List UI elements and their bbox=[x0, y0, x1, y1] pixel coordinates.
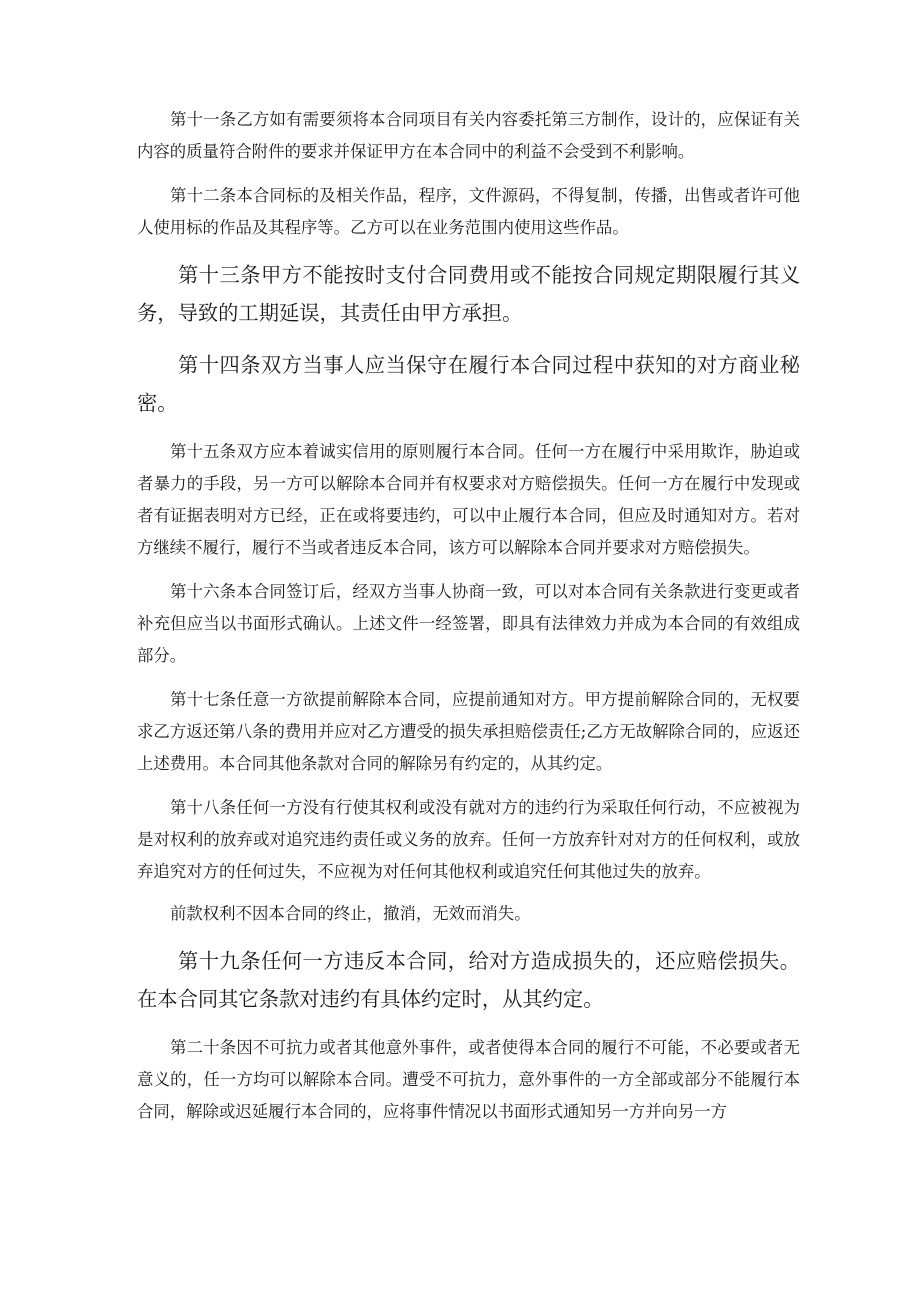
article-18-continuation-paragraph: 前款权利不因本合同的终止，撤消，无效而消失。 bbox=[170, 904, 531, 923]
article-14-paragraph: 第十四条双方当事人应当保守在履行本合同过程中获知的对方商业秘密。 bbox=[137, 353, 800, 415]
article-19-paragraph: 第十九条任何一方违反本合同，给对方造成损失的，还应赔偿损失。在本合同其它条款对违约有具体约定时，从其约定。 bbox=[137, 949, 800, 1011]
article-16-paragraph: 第十六条本合同签订后，经双方当事人协商一致，可以对本合同有关条款进行变更或者补充但应当以书面形式确认。上述文件一经签署，即具有法律效力并成为本合同的有效组成部分。 bbox=[137, 582, 800, 665]
article-17-paragraph: 第十七条任意一方欲提前解除本合同，应提前通知对方。甲方提前解除合同的，无权要求乙方返还第八条的费用并应对乙方遭受的损失承担赔偿责任;乙方无故解除合同的，应返还上述费用。本合同其他条款对合同的解除另有约定的，从其约定。 bbox=[137, 690, 800, 773]
article-15-paragraph: 第十五条双方应本着诚实信用的原则履行本合同。任何一方在履行中采用欺诈，胁迫或者暴力的手段，另一方可以解除本合同并有权要求对方赔偿损失。任何一方在履行中发现或者有证据表明对方已经，正在或将要违约，可以中止履行本合同，但应及时通知对方。若对方继续不履行，履行不当或者违反本合同，该方可以解除本合同并要求对方赔偿损失。 bbox=[137, 442, 800, 557]
article-18-paragraph: 第十八条任何一方没有行使其权利或没有就对方的违约行为采取任何行动，不应被视为是对权利的放弃或对追究违约责任或义务的放弃。任何一方放弃针对对方的任何权利，或放弃追究对方的任何过失，不应视为对任何其他权利或追究任何其他过失的放弃。 bbox=[137, 798, 800, 881]
article-11-paragraph: 第十一条乙方如有需要须将本合同项目有关内容委托第三方制作，设计的，应保证有关内容的质量符合附件的要求并保证甲方在本合同中的利益不会受到不利影响。 bbox=[137, 110, 800, 161]
article-20-paragraph: 第二十条因不可抗力或者其他意外事件，或者使得本合同的履行不可能，不必要或者无意义的，任一方均可以解除本合同。遭受不可抗力，意外事件的一方全部或部分不能履行本合同，解除或迟延履行本合同的，应将事件情况以书面形式通知另一方并向另一方 bbox=[137, 1038, 800, 1121]
article-12-paragraph: 第十二条本合同标的及相关作品，程序，文件源码，不得复制，传播，出售或者许可他人使用标的作品及其程序等。乙方可以在业务范围内使用这些作品。 bbox=[137, 186, 800, 237]
article-13-paragraph: 第十三条甲方不能按时支付合同费用或不能按合同规定期限履行其义务，导致的工期延误，其责任由甲方承担。 bbox=[137, 263, 800, 325]
contract-page bbox=[137, 104, 800, 1140]
